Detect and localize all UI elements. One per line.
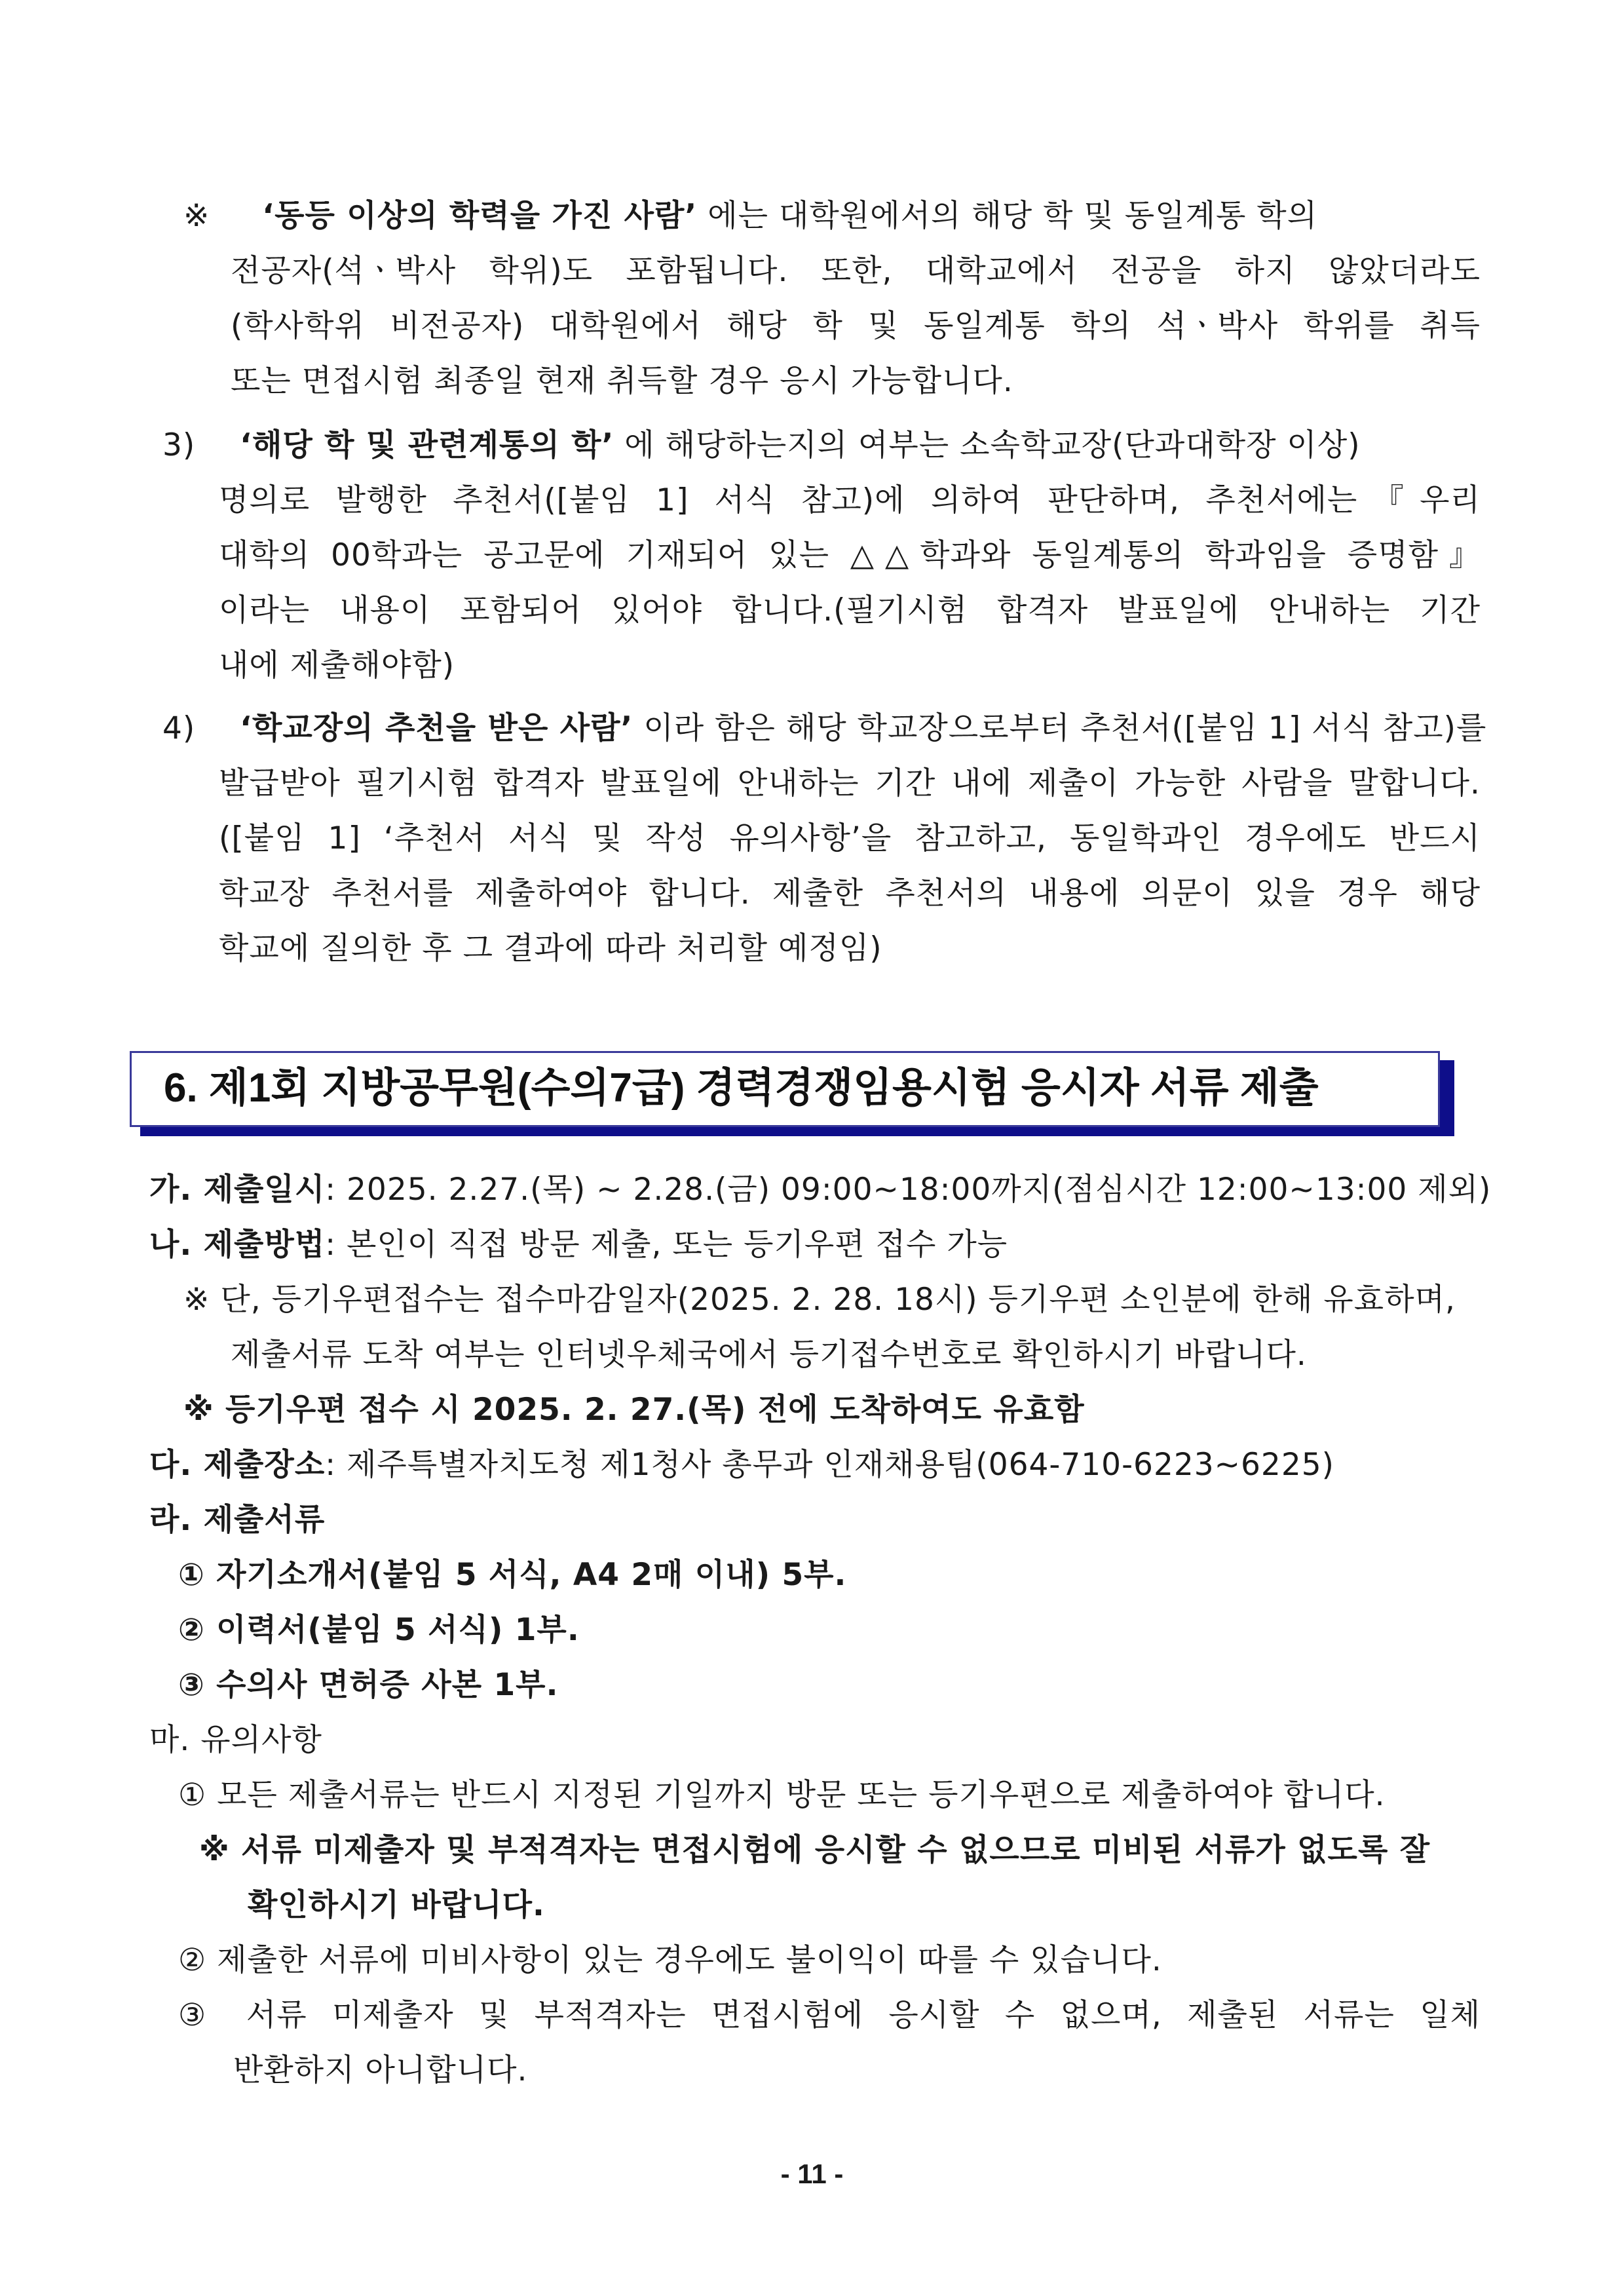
item-number: 3) [162,427,196,463]
item-4-line2: 발급받아 필기시험 합격자 발표일에 안내하는 기간 내에 제출이 가능한 사람을 말합니다. [219,765,1481,801]
item-3-line3: 대학의 00학과는 공고문에 기재되어 있는 △△학과와 동일계통의 학과임을 증명함』 [219,537,1481,573]
submission-method-label: 나. 제출방법 [149,1227,326,1263]
precautions-label: 마. 유의사항 [149,1722,322,1758]
registered-mail-note-line2: 제출서류 도착 여부는 인터넷우체국에서 등기접수번호로 확인하시기 바랍니다. [231,1337,1307,1373]
note-equivalent-education-line4: 또는 면접시험 최종일 현재 취득할 경우 응시 가능합니다. [231,363,1013,399]
precaution-note-line2: 확인하시기 바랍니다. [248,1887,545,1923]
registered-mail-note-line1: ※ 단, 등기우편접수는 접수마감일자(2025. 2. 28. 18시) 등기우편 소인분에 한해 유효하며, [183,1282,1456,1318]
item-term-bold: ‘학교장의 추천을 받은 사람’ [240,710,633,746]
item-3-line1 [162,426,1481,465]
precaution-item-2: ② 제출한 서류에 미비사항이 있는 경우에도 불이익이 따를 수 있습니다. [178,1942,1162,1978]
item-4-line3: ([붙임 1] ‘추천서 서식 및 작성 유의사항’을 참고하고, 동일학과인 경우에도 반드시 [219,820,1481,856]
precaution-item-3-line1: ③ 서류 미제출자 및 부적격자는 면접시험에 응시할 수 없으며, 제출된 서류는 일체 [178,1997,1481,2033]
item-number: 4) [162,710,196,746]
note-equivalent-education-line2: 전공자(석ㆍ박사 학위)도 포함됩니다. 또한, 대학교에서 전공을 하지 않았더라도 [231,253,1481,289]
required-document-item: ② 이력서(붙임 5 서식) 1부. [178,1612,580,1648]
item-4-line5: 학교에 질의한 후 그 결과에 따라 처리할 예정임) [219,930,882,966]
submission-method-line [149,1225,1008,1265]
precaution-item-1: ① 모든 제출서류는 반드시 지정된 기일까지 방문 또는 등기우편으로 제출하여야 합니다. [178,1777,1386,1813]
required-documents-label: 라. 제출서류 [149,1502,326,1538]
item-4-line4: 학교장 추천서를 제출하여야 합니다. 제출한 추천서의 내용에 의문이 있을 경우 해당 [219,875,1481,911]
submission-date-value: : 2025. 2.27.(목) ~ 2.28.(금) 09:00~18:00까지(점심시간 12:00~13:00 제외) [325,1172,1492,1208]
item-3-line4: 이라는 내용이 포함되어 있어야 합니다.(필기시험 합격자 발표일에 안내하는 기간 [219,592,1481,628]
required-document-item: ① 자기소개서(붙임 5 서식, A4 2매 이내) 5부. [178,1557,847,1593]
precaution-item-3-line2: 반환하지 아니합니다. [233,2052,528,2088]
section-header-shadow-right [1440,1060,1454,1136]
item-term-bold: ‘해당 학 및 관련계통의 학’ [240,427,614,463]
item-text: 이라 함은 해당 학교장으로부터 추천서([붙임 1] 서식 참고)를 [643,710,1487,746]
registered-mail-note-bold: ※ 등기우편 접수 시 2025. 2. 27.(목) 전에 도착하여도 유효함 [183,1392,1085,1428]
item-3-line2: 명의로 발행한 추천서([붙임 1] 서식 참고)에 의하여 판단하며, 추천서에는『우리 [219,482,1481,518]
submission-place-value: : 제주특별자치도청 제1청사 총무과 인재채용팀(064-710-6223~6225) [325,1447,1334,1483]
required-document-item: ③ 수의사 면허증 사본 1부. [178,1667,559,1703]
note-equivalent-education-line3: (학사학위 비전공자) 대학원에서 해당 학 및 동일계통 학의 석ㆍ박사 학위를 취득 [231,308,1481,344]
submission-place-label: 다. 제출장소 [149,1447,326,1483]
item-4-line1 [162,709,1487,748]
submission-method-value: : 본인이 직접 방문 제출, 또는 등기우편 접수 가능 [325,1227,1008,1263]
page-number: - 11 - [780,2158,844,2189]
submission-date-line [149,1170,1491,1210]
note-text: 에는 대학원에서의 해당 학 및 동일계통 학의 [708,198,1318,234]
section-6-title: 6. 제1회 지방공무원(수의7급) 경력경쟁임용시험 응시자 서류 제출 [164,1065,1319,1111]
submission-date-label: 가. 제출일시 [149,1172,326,1208]
submission-place-line [149,1445,1334,1485]
precaution-note-line1: ※ 서류 미제출자 및 부적격자는 면접시험에 응시할 수 없으므로 미비된 서류가 없도록 잘 [199,1832,1431,1868]
note-equivalent-education-line1 [183,197,1481,236]
note-term-bold: ‘동등 이상의 학력을 가진 사람’ [262,198,698,234]
reference-mark: ※ [183,198,210,234]
item-text: 에 해당하는지의 여부는 소속학교장(단과대학장 이상) [624,427,1361,463]
section-header-shadow-bottom [140,1127,1454,1136]
item-3-line5: 내에 제출해야함) [219,647,455,683]
